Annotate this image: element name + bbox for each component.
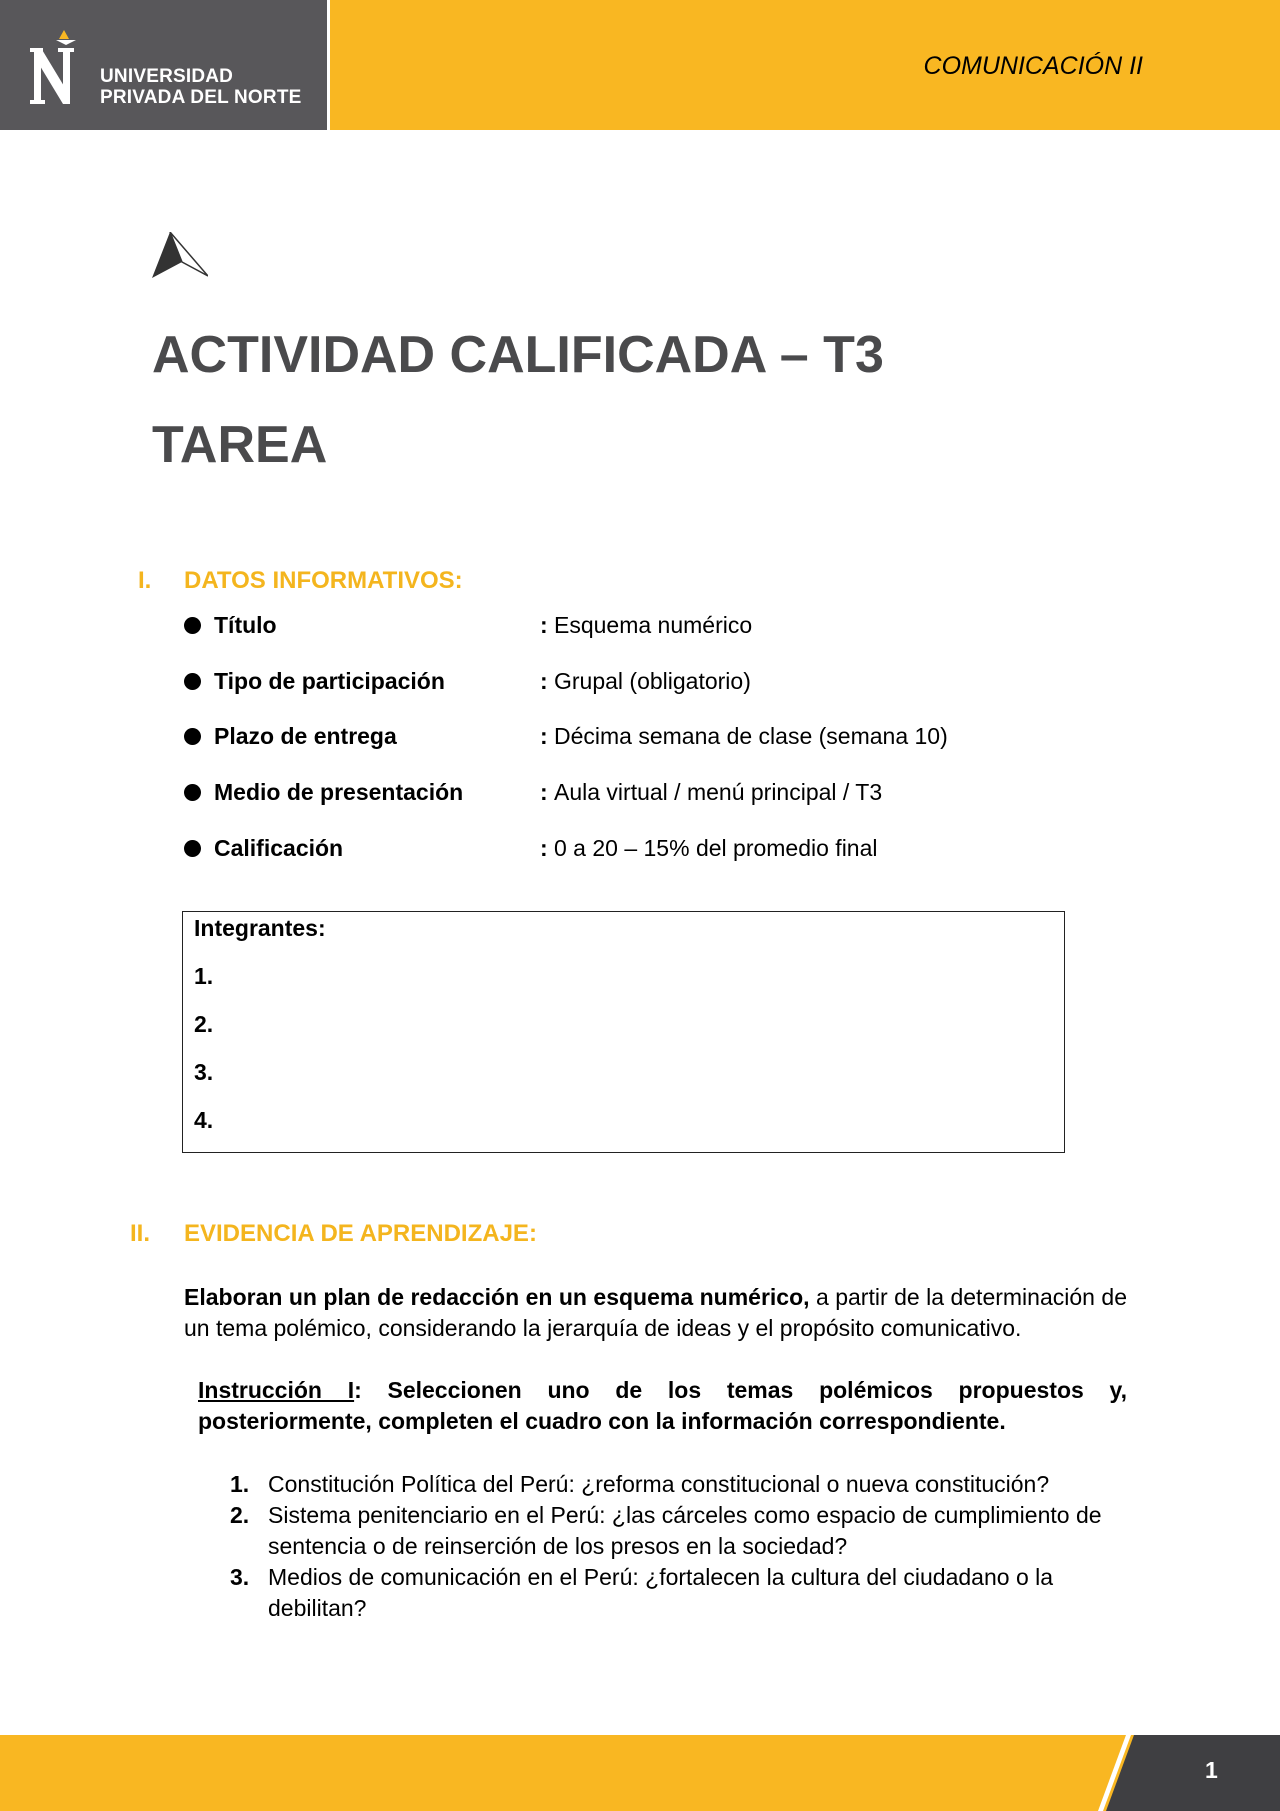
info-colon: : [540,779,548,805]
topic-number: 2. [230,1502,250,1528]
bullet-icon [184,840,201,857]
members-title: Integrantes: [194,915,326,941]
info-key: Calificación [214,835,344,861]
member-item: 1. [194,963,214,989]
info-key: Tipo de participación [214,668,445,694]
member-item: 4. [194,1107,214,1133]
intro-text: a partir de la determinación de un tema polémico, considerando la jerarquía de ideas y el propósito comunicativo. [184,1284,1127,1341]
info-row-medio [184,779,1084,809]
upn-logo-icon [30,30,82,106]
topic-text: Sistema penitenciario en el Perú: ¿las cárceles como espacio de cumplimiento de sentencia o de reinserción de los presos en la sociedad? [268,1502,1102,1559]
info-row-plazo [184,723,1084,753]
topic-number: 1. [230,1471,250,1497]
info-row-calificacion [184,835,1084,865]
section-number: II. [130,1220,151,1247]
member-item: 3. [194,1059,214,1085]
bullet-icon [184,728,201,745]
info-colon: : [540,668,548,694]
arrow-mark-icon [152,232,208,278]
logo-line2: PRIVADA DEL NORTE [100,87,302,108]
document-title: ACTIVIDAD CALIFICADA – T3 [152,326,884,384]
section-label: DATOS INFORMATIVOS: [184,567,463,594]
info-value: Esquema numérico [554,612,753,638]
info-row-titulo [184,612,1084,642]
instruction-text: : Seleccionen uno de los temas polémicos propuestos y, posteriormente, completen el cuadro con la información correspondiente. [198,1377,1127,1434]
member-item: 2. [194,1011,214,1037]
info-colon: : [540,612,548,638]
bullet-icon [184,617,201,634]
page-footer [0,1735,1280,1811]
topic-text: Constitución Política del Perú: ¿reforma constitucional o nueva constitución? [268,1471,1050,1497]
info-value: Aula virtual / menú principal / T3 [554,779,883,805]
info-key: Medio de presentación [214,779,464,805]
page-number: 1 [1205,1757,1218,1783]
course-name: COMUNICACIÓN II [923,52,1143,80]
section-number: I. [138,567,152,594]
logo-line1: UNIVERSIDAD [100,66,234,87]
logo-wordmark [100,66,302,108]
university-logo [0,0,327,130]
footer-page-tab [0,1735,1280,1811]
page-header [0,0,1280,130]
instruction-label: Instrucción I [198,1377,355,1403]
info-colon: : [540,723,548,749]
document-subtitle: TAREA [152,416,328,474]
info-value: 0 a 20 – 15% del promedio final [554,835,878,861]
info-key: Plazo de entrega [214,723,397,749]
info-value: Grupal (obligatorio) [554,668,751,694]
members-box [182,911,1065,1153]
info-key: Título [214,612,277,638]
instruction-paragraph [198,1375,1127,1437]
section-label: EVIDENCIA DE APRENDIZAJE: [184,1220,537,1247]
info-colon: : [540,835,548,861]
info-row-tipo [184,668,1084,698]
topic-number: 3. [230,1564,250,1590]
intro-bold: Elaboran un plan de redacción en un esquema numérico, [184,1284,810,1310]
bullet-icon [184,673,201,690]
topic-text: Medios de comunicación en el Perú: ¿fortalecen la cultura del ciudadano o la debilitan? [268,1564,1054,1621]
intro-paragraph [184,1282,1127,1344]
bullet-icon [184,784,201,801]
info-value: Décima semana de clase (semana 10) [554,723,948,749]
